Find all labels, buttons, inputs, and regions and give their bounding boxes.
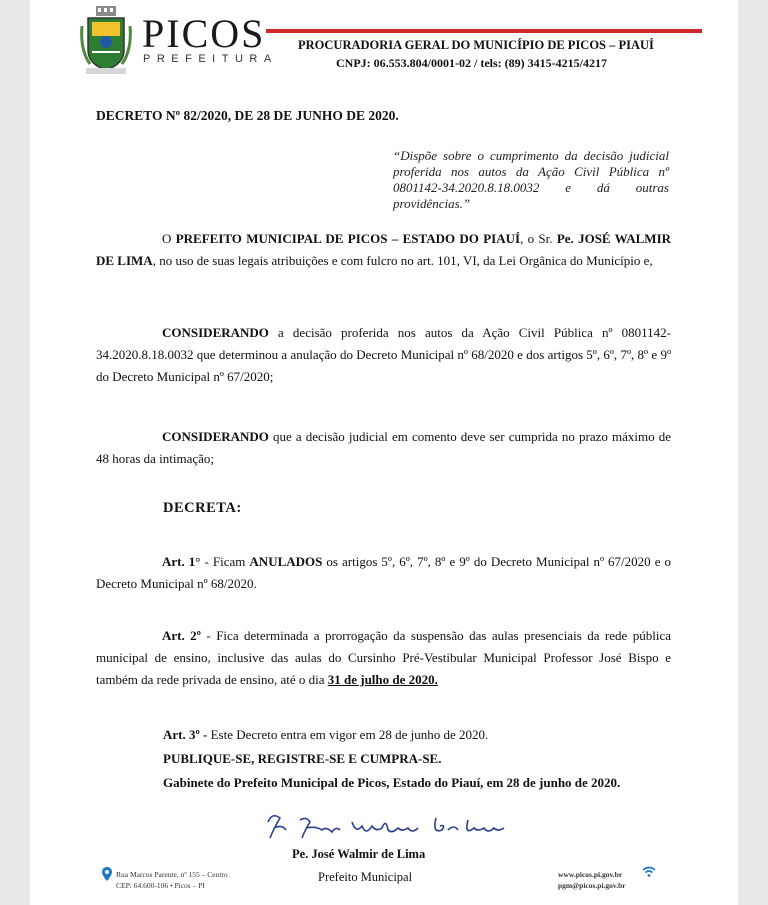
organization-contact: CNPJ: 06.553.804/0001-02 / tels: (89) 3415-4215/4217	[336, 56, 607, 70]
article-3: Art. 3º - Este Decreto entra em vigor em 28 de junho de 2020.	[163, 727, 489, 742]
brand-subtitle: PREFEITURA	[143, 53, 278, 65]
footer-address-line-1: Rua Marcos Parente, nº 155 – Centro	[116, 870, 228, 879]
wifi-icon	[642, 866, 656, 878]
decree-summary: “Dispõe sobre o cumprimento da decisão judicial proferida nos autos da Ação Civil Pública nº 0801142-34.2020.8.18.0032 e dá outras providências.”	[393, 148, 669, 211]
considerando-paragraph-1: CONSIDERANDO a decisão proferida nos autos da Ação Civil Pública nº 0801142-34.2020.8.18.0032 que determinou a anulação do Decreto Municipal nº 68/2020 e dos artigos 5º, 6º, 7º, 8º e 9º do Decreto Municipal nº 67/2020;	[96, 325, 671, 384]
considerando-paragraph-2: CONSIDERANDO que a decisão judicial em comento deve ser cumprida no prazo máximo de 48 horas da intimação;	[96, 429, 671, 466]
publication-order: PUBLIQUE-SE, REGISTRE-SE E CUMPRA-SE.	[163, 751, 442, 766]
footer-address-line-2: CEP: 64.600-106 • Picos – PI	[116, 881, 205, 890]
footer-website: www.picos.pi.gov.br	[558, 870, 623, 879]
signer-role: Prefeito Municipal	[318, 870, 413, 884]
footer-web	[558, 869, 626, 891]
intro-paragraph: O PREFEITO MUNICIPAL DE PICOS – ESTADO DO PIAUÍ, o Sr. Pe. JOSÉ WALMIR DE LIMA, no uso de suas legais atribuições e com fulcro no art. 101, VI, da Lei Orgânica do Município e,	[96, 231, 672, 268]
footer-address	[116, 869, 228, 891]
document-page	[30, 0, 738, 905]
coat-of-arms-logo	[80, 6, 132, 76]
footer-email: pgm@picos.pi.gov.br	[558, 881, 626, 890]
issuing-office-line: Gabinete do Prefeito Municipal de Picos, Estado do Piauí, em 28 de junho de 2020.	[163, 775, 621, 790]
location-pin-icon	[102, 867, 112, 881]
handwritten-signature	[260, 808, 520, 852]
article-1: Art. 1° - Ficam ANULADOS os artigos 5º, 6º, 7º, 8º e 9º do Decreto Municipal nº 67/2020 e o Decreto Municipal nº 68/2020.	[96, 554, 672, 591]
decree-title: DECRETO Nº 82/2020, DE 28 DE JUNHO DE 2020.	[96, 108, 399, 123]
signer-name: Pe. José Walmir de Lima	[292, 847, 426, 861]
decreta-heading: DECRETA:	[163, 500, 242, 516]
header-rule	[266, 29, 702, 33]
article-2: Art. 2º - Fica determinada a prorrogação da suspensão das aulas presenciais da rede pública municipal de ensino, inclusive das aulas do Cursinho Pré-Vestibular Municipal Professor José Bispo e também da rede privada de ensino, até o dia 31 de julho de 2020.	[96, 628, 671, 687]
organization-name: PROCURADORIA GERAL DO MUNICÍPIO DE PICOS – PIAUÍ	[298, 38, 654, 52]
brand-name: PICOS	[142, 11, 266, 56]
